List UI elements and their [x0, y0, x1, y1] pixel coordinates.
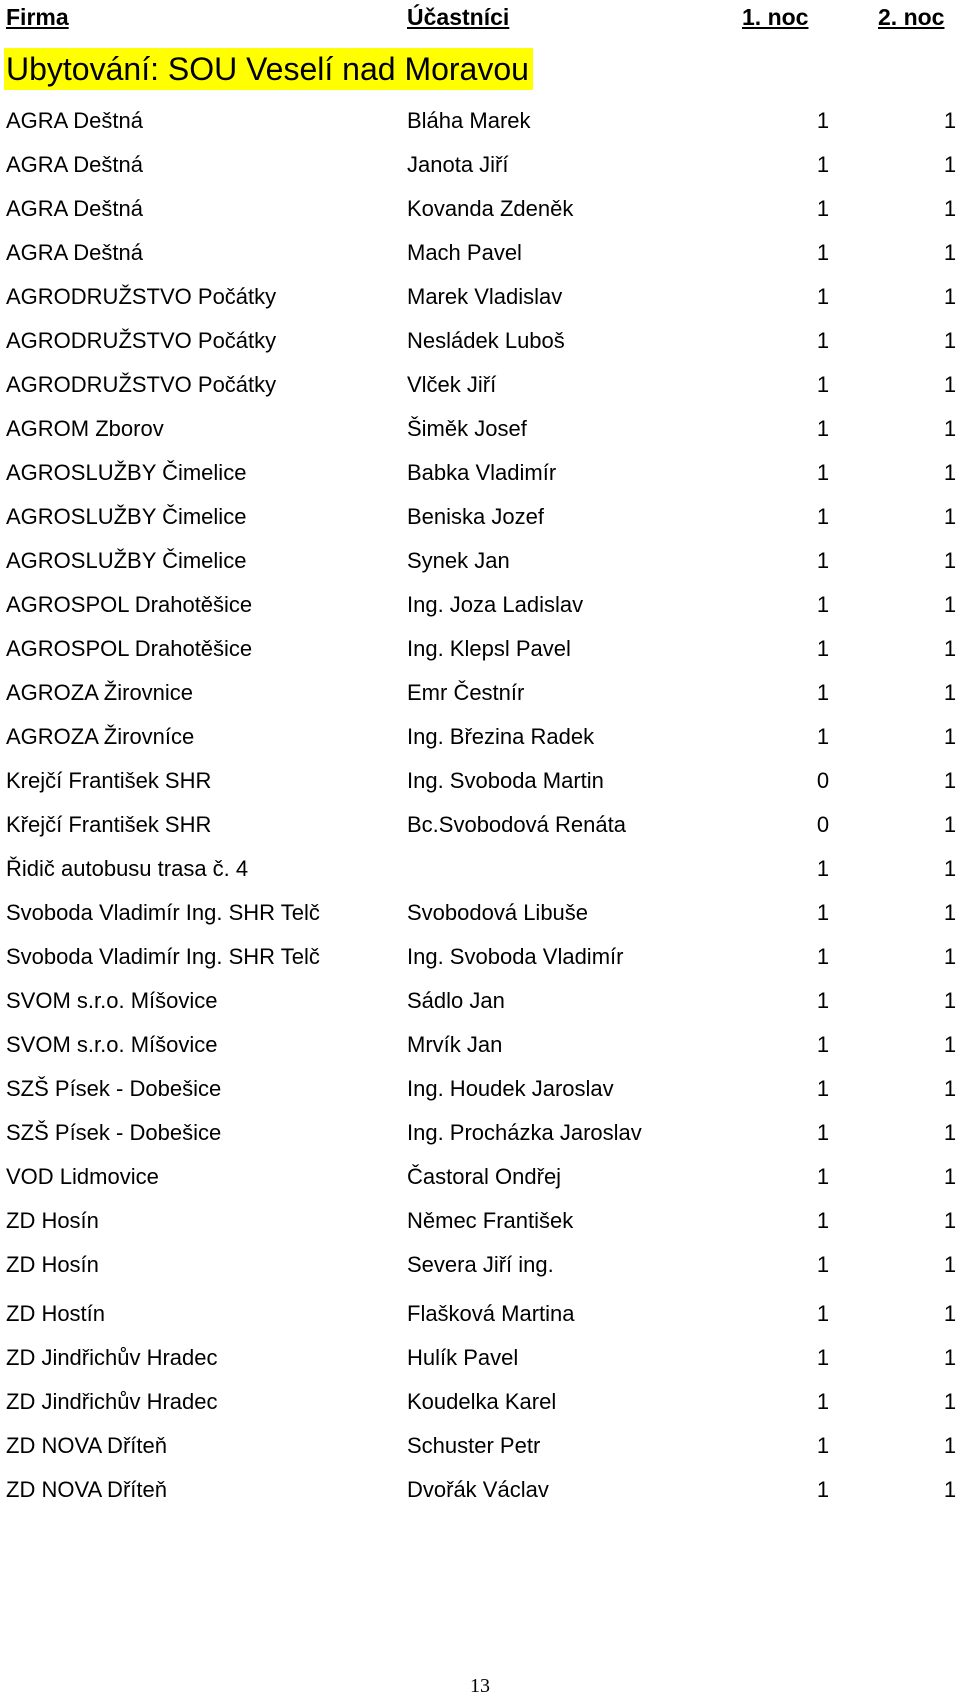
cell-firma: SZŠ Písek - Dobešice [6, 1076, 222, 1101]
cell-noc1: 0 [816, 768, 830, 793]
table-row [0, 986, 960, 1016]
cell-noc1: 1 [816, 108, 830, 133]
cell-firma: AGROZA Žirovníce [6, 724, 195, 749]
cell-noc2: 1 [943, 680, 957, 705]
cell-ucastnik: Dvořák Václav [407, 1477, 549, 1502]
cell-ucastnik: Mach Pavel [407, 240, 522, 265]
cell-noc1: 1 [816, 328, 830, 353]
cell-noc1: 1 [816, 1252, 830, 1277]
cell-noc1: 1 [816, 152, 830, 177]
cell-noc2: 1 [943, 372, 957, 397]
cell-ucastnik: Ing. Houdek Jaroslav [407, 1076, 614, 1101]
table-row [0, 1387, 960, 1417]
table-row [0, 1299, 960, 1329]
cell-noc2: 1 [943, 1389, 957, 1414]
cell-firma: SVOM s.r.o. Míšovice [6, 988, 218, 1013]
header-ucastnici: Účastníci [407, 4, 510, 30]
table-row [0, 678, 960, 708]
table-row [0, 1162, 960, 1192]
table-row [0, 810, 960, 840]
table-row [0, 634, 960, 664]
cell-ucastnik: Šiměk Josef [407, 416, 527, 441]
header-firma: Firma [6, 4, 69, 30]
cell-noc1: 1 [816, 372, 830, 397]
cell-firma: SVOM s.r.o. Míšovice [6, 1032, 218, 1057]
table-row [0, 1030, 960, 1060]
cell-ucastnik: Emr Čestnír [407, 680, 525, 705]
cell-noc2: 1 [943, 724, 957, 749]
cell-noc2: 1 [943, 240, 957, 265]
cell-noc2: 1 [943, 328, 957, 353]
table-row [0, 106, 960, 136]
cell-noc1: 1 [816, 592, 830, 617]
cell-ucastnik: Častoral Ondřej [407, 1164, 562, 1189]
cell-noc2: 1 [943, 768, 957, 793]
cell-ucastnik: Beniska Jozef [407, 504, 544, 529]
table-row [0, 414, 960, 444]
cell-ucastnik: Hulík Pavel [407, 1345, 519, 1370]
cell-noc2: 1 [943, 196, 957, 221]
table-row [0, 502, 960, 532]
cell-noc1: 1 [816, 1032, 830, 1057]
cell-noc1: 1 [816, 1208, 830, 1233]
cell-firma: AGRODRUŽSTVO Počátky [6, 284, 277, 309]
cell-firma: AGRA Deštná [6, 240, 143, 265]
cell-firma: AGROSPOL Drahotěšice [6, 592, 253, 617]
header-noc2: 2. noc [878, 4, 945, 30]
cell-firma: ZD Hostín [6, 1301, 106, 1326]
cell-noc1: 1 [816, 548, 830, 573]
table-row [0, 942, 960, 972]
cell-firma: ZD Jindřichův Hradec [6, 1389, 218, 1414]
table-row [0, 282, 960, 312]
table-row [0, 326, 960, 356]
cell-noc1: 1 [816, 1301, 830, 1326]
cell-ucastnik: Kovanda Zdeněk [407, 196, 574, 221]
table-row [0, 1118, 960, 1148]
cell-ucastnik: Bc.Svobodová Renáta [407, 812, 626, 837]
cell-noc2: 1 [943, 504, 957, 529]
cell-firma: AGRA Deštná [6, 196, 143, 221]
cell-noc2: 1 [943, 284, 957, 309]
cell-firma: VOD Lidmovice [6, 1164, 159, 1189]
cell-firma: AGROZA Žirovnice [6, 680, 194, 705]
cell-ucastnik: Ing. Joza Ladislav [407, 592, 584, 617]
cell-noc2: 1 [943, 548, 957, 573]
table-row [0, 854, 960, 884]
table-row [0, 1475, 960, 1505]
cell-firma: AGRA Deštná [6, 152, 143, 177]
cell-noc2: 1 [943, 152, 957, 177]
cell-firma: Svoboda Vladimír Ing. SHR Telč [6, 944, 320, 969]
cell-noc1: 1 [816, 1120, 830, 1145]
table-row [0, 1074, 960, 1104]
cell-noc1: 1 [816, 1433, 830, 1458]
cell-noc2: 1 [943, 1032, 957, 1057]
cell-noc2: 1 [943, 1076, 957, 1101]
cell-firma: Řidič autobusu trasa č. 4 [6, 856, 249, 881]
cell-firma: SZŠ Písek - Dobešice [6, 1120, 222, 1145]
cell-noc1: 1 [816, 460, 830, 485]
table-row [0, 1343, 960, 1373]
cell-noc2: 1 [943, 1345, 957, 1370]
cell-firma: AGROSLUŽBY Čimelice [6, 460, 247, 485]
cell-noc1: 1 [816, 900, 830, 925]
cell-noc2: 1 [943, 1433, 957, 1458]
cell-noc1: 1 [816, 416, 830, 441]
cell-ucastnik: Flašková Martina [407, 1301, 575, 1326]
section-title: Ubytování: SOU Veselí nad Moravou [4, 48, 533, 90]
table-row [0, 590, 960, 620]
header-noc1: 1. noc [742, 4, 809, 30]
cell-ucastnik: Ing. Procházka Jaroslav [407, 1120, 642, 1145]
cell-noc1: 1 [816, 1477, 830, 1502]
cell-firma: Křejčí František SHR [6, 812, 212, 837]
cell-firma: ZD Jindřichův Hradec [6, 1345, 218, 1370]
cell-noc2: 1 [943, 900, 957, 925]
cell-firma: ZD NOVA Dříteň [6, 1433, 167, 1458]
cell-ucastnik: Ing. Svoboda Martin [407, 768, 604, 793]
cell-noc1: 1 [816, 240, 830, 265]
cell-noc1: 1 [816, 988, 830, 1013]
cell-firma: ZD Hosín [6, 1208, 99, 1233]
table-row [0, 194, 960, 224]
table-row [0, 546, 960, 576]
cell-noc1: 1 [816, 1076, 830, 1101]
cell-noc1: 1 [816, 284, 830, 309]
table-row [0, 898, 960, 928]
cell-noc2: 1 [943, 416, 957, 441]
cell-ucastnik: Vlček Jiří [407, 372, 497, 397]
cell-ucastnik: Svobodová Libuše [407, 900, 589, 925]
cell-ucastnik: Sádlo Jan [407, 988, 505, 1013]
cell-noc1: 0 [816, 812, 830, 837]
cell-noc1: 1 [816, 856, 830, 881]
cell-noc1: 1 [816, 504, 830, 529]
cell-noc2: 1 [943, 592, 957, 617]
cell-noc2: 1 [943, 988, 957, 1013]
page-number: 13 [470, 1675, 490, 1697]
cell-noc1: 1 [816, 1389, 830, 1414]
cell-noc2: 1 [943, 1120, 957, 1145]
cell-noc2: 1 [943, 1477, 957, 1502]
cell-ucastnik: Ing. Klepsl Pavel [407, 636, 571, 661]
table-row [0, 1431, 960, 1461]
cell-noc2: 1 [943, 1301, 957, 1326]
table-row [0, 1250, 960, 1280]
cell-ucastnik: Babka Vladimír [407, 460, 557, 485]
cell-ucastnik: Nesládek Luboš [407, 328, 565, 353]
cell-firma: AGROSLUŽBY Čimelice [6, 504, 247, 529]
cell-firma: ZD Hosín [6, 1252, 99, 1277]
table-row [0, 150, 960, 180]
cell-ucastnik: Janota Jiří [407, 152, 509, 177]
cell-noc2: 1 [943, 944, 957, 969]
cell-firma: AGRODRUŽSTVO Počátky [6, 372, 277, 397]
cell-firma: AGRA Deštná [6, 108, 143, 133]
cell-ucastnik: Ing. Březina Radek [407, 724, 595, 749]
cell-noc2: 1 [943, 812, 957, 837]
cell-noc2: 1 [943, 108, 957, 133]
cell-noc1: 1 [816, 680, 830, 705]
table-row [0, 766, 960, 796]
cell-firma: ZD NOVA Dříteň [6, 1477, 167, 1502]
cell-noc2: 1 [943, 636, 957, 661]
cell-ucastnik: Mrvík Jan [407, 1032, 503, 1057]
cell-noc1: 1 [816, 944, 830, 969]
cell-ucastnik: Synek Jan [407, 548, 510, 573]
table-row [0, 238, 960, 268]
cell-firma: AGRODRUŽSTVO Počátky [6, 328, 277, 353]
cell-ucastnik: Marek Vladislav [407, 284, 563, 309]
table-row [0, 722, 960, 752]
cell-firma: Krejčí František SHR [6, 768, 212, 793]
cell-noc2: 1 [943, 1208, 957, 1233]
cell-ucastnik: Schuster Petr [407, 1433, 541, 1458]
cell-noc1: 1 [816, 196, 830, 221]
table-row [0, 458, 960, 488]
cell-noc1: 1 [816, 636, 830, 661]
cell-firma: AGROM Zborov [6, 416, 164, 441]
cell-ucastnik: Bláha Marek [407, 108, 531, 133]
cell-firma: Svoboda Vladimír Ing. SHR Telč [6, 900, 320, 925]
cell-ucastnik: Ing. Svoboda Vladimír [407, 944, 624, 969]
cell-noc1: 1 [816, 724, 830, 749]
cell-noc1: 1 [816, 1164, 830, 1189]
cell-ucastnik: Němec František [407, 1208, 574, 1233]
cell-noc2: 1 [943, 856, 957, 881]
cell-ucastnik: Koudelka Karel [407, 1389, 557, 1414]
table-row [0, 1206, 960, 1236]
cell-noc1: 1 [816, 1345, 830, 1370]
cell-noc2: 1 [943, 460, 957, 485]
cell-firma: AGROSPOL Drahotěšice [6, 636, 253, 661]
cell-ucastnik: Severa Jiří ing. [407, 1252, 554, 1277]
cell-noc2: 1 [943, 1164, 957, 1189]
cell-firma: AGROSLUŽBY Čimelice [6, 548, 247, 573]
table-row [0, 370, 960, 400]
table-header [0, 4, 960, 34]
cell-noc2: 1 [943, 1252, 957, 1277]
